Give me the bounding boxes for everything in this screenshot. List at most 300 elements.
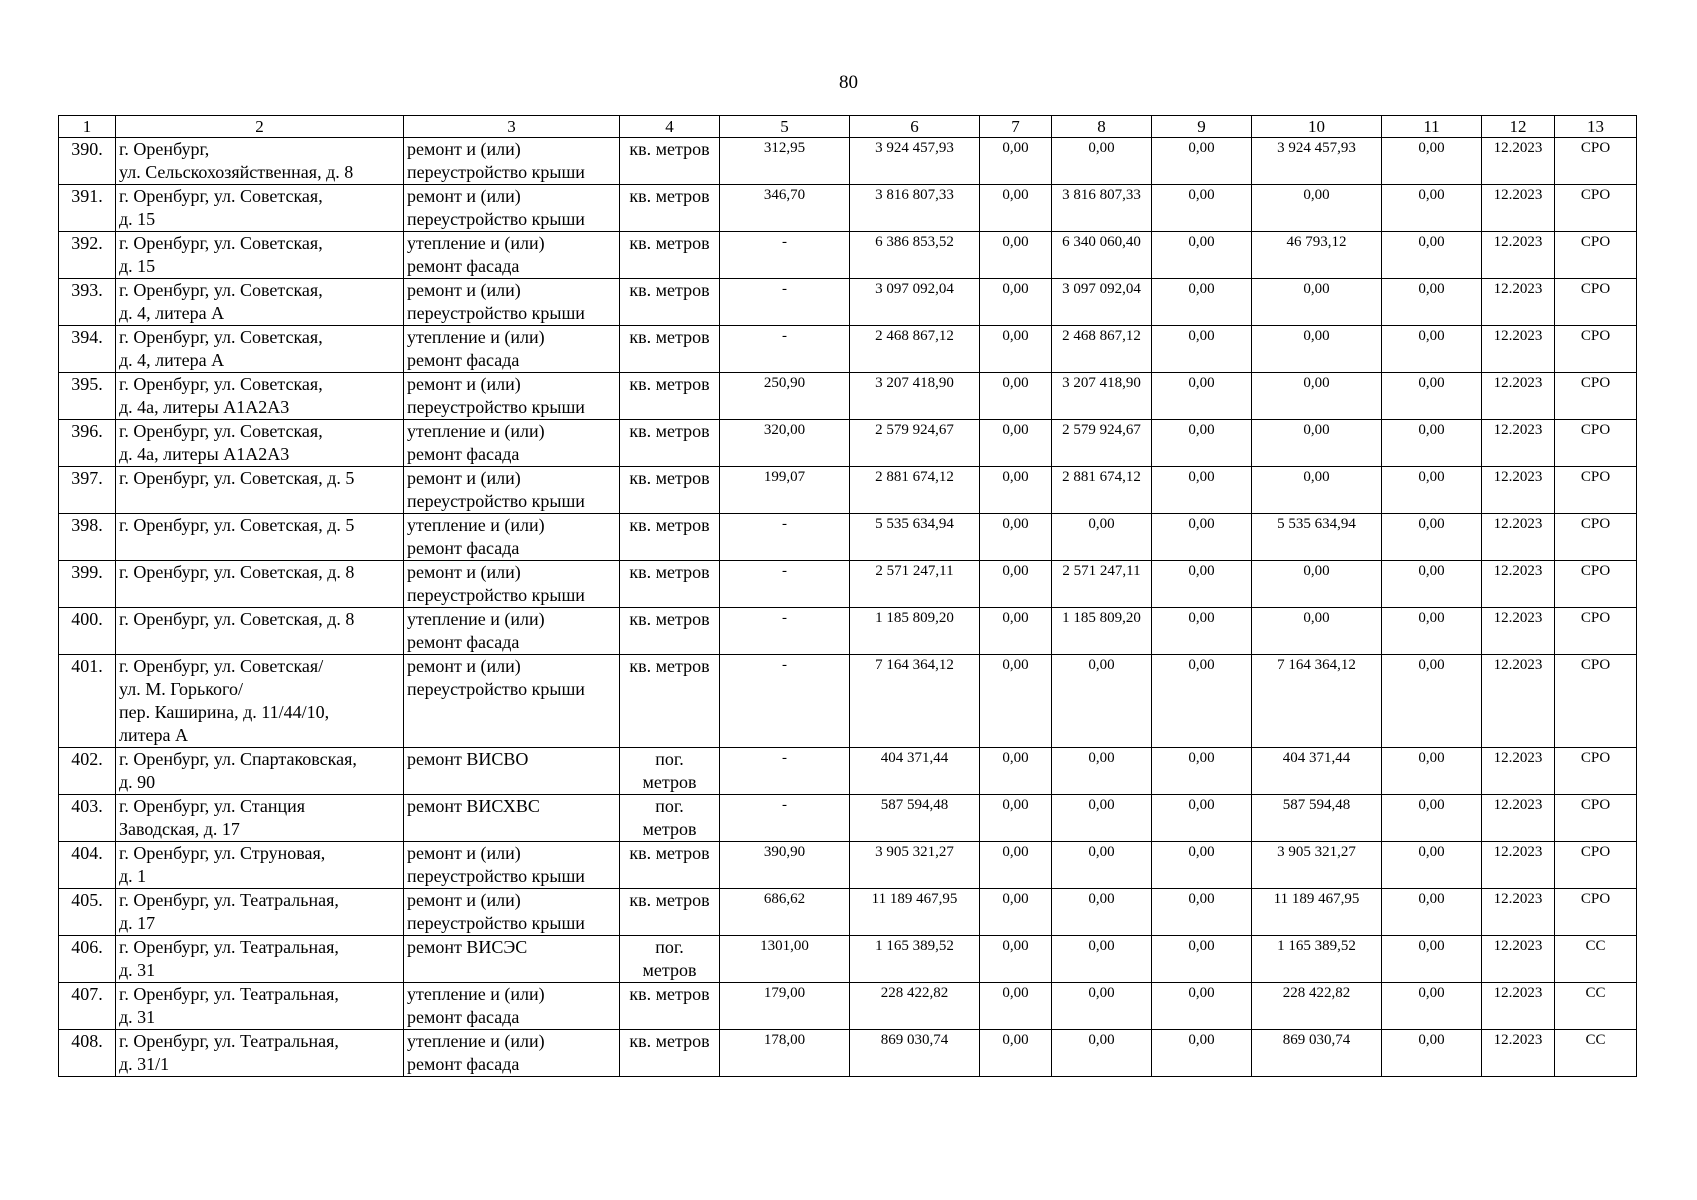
- table-row: [59, 279, 1637, 326]
- address-line: д. 90: [119, 772, 156, 792]
- value-cell-10: 7 164 364,12: [1252, 655, 1382, 748]
- address-line: д. 4а, литеры А1А2А3: [119, 397, 290, 417]
- value-cell-9: 0,00: [1152, 420, 1252, 467]
- table-row: [59, 185, 1637, 232]
- column-header: 12: [1482, 116, 1555, 138]
- value-cell-7: 0,00: [980, 936, 1052, 983]
- value-cell-8: 1 185 809,20: [1052, 608, 1152, 655]
- value-cell-10: 228 422,82: [1252, 983, 1382, 1030]
- column-header: 6: [850, 116, 980, 138]
- value-cell-13: СС: [1555, 936, 1637, 983]
- value-cell-12: 12.2023: [1482, 655, 1555, 748]
- address-line: ул. Сельскохозяйственная, д. 8: [119, 162, 354, 182]
- value-cell-7: 0,00: [980, 514, 1052, 561]
- address-line: ул. М. Горького/: [119, 679, 243, 699]
- value-cell-7: 0,00: [980, 795, 1052, 842]
- work-type-line: ремонт и (или): [407, 890, 521, 910]
- value-cell-7: 0,00: [980, 232, 1052, 279]
- value-cell-5: 390,90: [720, 842, 850, 889]
- value-cell-6: 1 165 389,52: [850, 936, 980, 983]
- value-cell-9: 0,00: [1152, 232, 1252, 279]
- address-line: г. Оренбург, ул. Советская, д. 8: [119, 562, 355, 582]
- work-type-cell: [404, 983, 620, 1030]
- row-number-cell: 407.: [59, 983, 116, 1030]
- value-cell-6: 228 422,82: [850, 983, 980, 1030]
- table-row: [59, 983, 1637, 1030]
- address-line: г. Оренбург, ул. Театральная,: [119, 937, 339, 957]
- unit-line: кв. метров: [629, 139, 710, 159]
- unit-line: метров: [642, 819, 697, 839]
- address-line: г. Оренбург,: [119, 139, 210, 159]
- value-cell-11: 0,00: [1382, 232, 1482, 279]
- column-header: 2: [116, 116, 404, 138]
- value-cell-13: СРО: [1555, 608, 1637, 655]
- table-row: [59, 326, 1637, 373]
- value-cell-11: 0,00: [1382, 373, 1482, 420]
- value-cell-6: 3 097 092,04: [850, 279, 980, 326]
- value-cell-12: 12.2023: [1482, 748, 1555, 795]
- value-cell-7: 0,00: [980, 1030, 1052, 1077]
- value-cell-6: 2 468 867,12: [850, 326, 980, 373]
- table-row: [59, 467, 1637, 514]
- row-number-cell: 408.: [59, 1030, 116, 1077]
- address-cell: [116, 655, 404, 748]
- value-cell-6: 7 164 364,12: [850, 655, 980, 748]
- work-type-line: переустройство крыши: [407, 162, 585, 182]
- address-cell: [116, 373, 404, 420]
- table-row: [59, 842, 1637, 889]
- work-type-cell: [404, 232, 620, 279]
- work-type-line: ремонт фасада: [407, 444, 520, 464]
- address-cell: [116, 983, 404, 1030]
- value-cell-5: -: [720, 795, 850, 842]
- row-number-cell: 397.: [59, 467, 116, 514]
- unit-line: кв. метров: [629, 1031, 710, 1051]
- unit-line: кв. метров: [629, 890, 710, 910]
- address-cell: [116, 1030, 404, 1077]
- row-number-cell: 395.: [59, 373, 116, 420]
- work-type-cell: [404, 889, 620, 936]
- value-cell-8: 3 207 418,90: [1052, 373, 1152, 420]
- unit-cell: [620, 561, 720, 608]
- work-type-cell: [404, 279, 620, 326]
- address-line: д. 17: [119, 913, 156, 933]
- value-cell-10: 5 535 634,94: [1252, 514, 1382, 561]
- work-type-line: ремонт ВИСХВС: [407, 796, 540, 816]
- unit-line: метров: [642, 960, 697, 980]
- value-cell-11: 0,00: [1382, 138, 1482, 185]
- value-cell-5: 250,90: [720, 373, 850, 420]
- value-cell-10: 3 905 321,27: [1252, 842, 1382, 889]
- value-cell-5: 346,70: [720, 185, 850, 232]
- value-cell-6: 587 594,48: [850, 795, 980, 842]
- value-cell-10: 11 189 467,95: [1252, 889, 1382, 936]
- value-cell-8: 0,00: [1052, 936, 1152, 983]
- value-cell-7: 0,00: [980, 373, 1052, 420]
- value-cell-11: 0,00: [1382, 514, 1482, 561]
- work-type-line: переустройство крыши: [407, 866, 585, 886]
- value-cell-8: 3 097 092,04: [1052, 279, 1152, 326]
- unit-cell: [620, 373, 720, 420]
- address-cell: [116, 842, 404, 889]
- address-line: г. Оренбург, ул. Театральная,: [119, 1031, 339, 1051]
- unit-cell: [620, 467, 720, 514]
- unit-line: кв. метров: [629, 468, 710, 488]
- value-cell-12: 12.2023: [1482, 514, 1555, 561]
- value-cell-12: 12.2023: [1482, 420, 1555, 467]
- address-line: г. Оренбург, ул. Советская,: [119, 374, 323, 394]
- value-cell-6: 2 881 674,12: [850, 467, 980, 514]
- address-line: г. Оренбург, ул. Струновая,: [119, 843, 326, 863]
- table-row: [59, 420, 1637, 467]
- value-cell-5: 312,95: [720, 138, 850, 185]
- value-cell-6: 2 571 247,11: [850, 561, 980, 608]
- row-number-cell: 392.: [59, 232, 116, 279]
- unit-cell: [620, 936, 720, 983]
- value-cell-8: 2 579 924,67: [1052, 420, 1152, 467]
- table-body: [59, 138, 1637, 1077]
- unit-cell: [620, 608, 720, 655]
- value-cell-7: 0,00: [980, 185, 1052, 232]
- row-number-cell: 406.: [59, 936, 116, 983]
- column-header: 7: [980, 116, 1052, 138]
- work-type-cell: [404, 1030, 620, 1077]
- value-cell-13: СРО: [1555, 232, 1637, 279]
- value-cell-10: 0,00: [1252, 326, 1382, 373]
- value-cell-11: 0,00: [1382, 936, 1482, 983]
- value-cell-12: 12.2023: [1482, 889, 1555, 936]
- work-type-line: переустройство крыши: [407, 303, 585, 323]
- address-cell: [116, 889, 404, 936]
- row-number-cell: 400.: [59, 608, 116, 655]
- address-line: д. 4, литера А: [119, 303, 225, 323]
- value-cell-11: 0,00: [1382, 842, 1482, 889]
- value-cell-7: 0,00: [980, 842, 1052, 889]
- value-cell-7: 0,00: [980, 279, 1052, 326]
- value-cell-7: 0,00: [980, 655, 1052, 748]
- value-cell-13: СРО: [1555, 279, 1637, 326]
- value-cell-13: СРО: [1555, 561, 1637, 608]
- work-type-cell: [404, 842, 620, 889]
- unit-line: кв. метров: [629, 327, 710, 347]
- work-type-line: ремонт и (или): [407, 139, 521, 159]
- unit-cell: [620, 279, 720, 326]
- value-cell-9: 0,00: [1152, 608, 1252, 655]
- value-cell-10: 0,00: [1252, 608, 1382, 655]
- work-type-cell: [404, 655, 620, 748]
- table-row: [59, 1030, 1637, 1077]
- address-line: г. Оренбург, ул. Советская,: [119, 327, 323, 347]
- value-cell-13: СРО: [1555, 655, 1637, 748]
- table-row: [59, 514, 1637, 561]
- work-type-line: ремонт фасада: [407, 632, 520, 652]
- row-number-cell: 404.: [59, 842, 116, 889]
- address-line: г. Оренбург, ул. Театральная,: [119, 890, 339, 910]
- value-cell-9: 0,00: [1152, 373, 1252, 420]
- table-row: [59, 138, 1637, 185]
- value-cell-5: 179,00: [720, 983, 850, 1030]
- unit-line: кв. метров: [629, 562, 710, 582]
- value-cell-13: СРО: [1555, 842, 1637, 889]
- value-cell-5: -: [720, 514, 850, 561]
- value-cell-10: 0,00: [1252, 420, 1382, 467]
- address-cell: [116, 748, 404, 795]
- work-type-line: утепление и (или): [407, 327, 545, 347]
- value-cell-10: 404 371,44: [1252, 748, 1382, 795]
- table-row: [59, 936, 1637, 983]
- value-cell-6: 5 535 634,94: [850, 514, 980, 561]
- value-cell-9: 0,00: [1152, 279, 1252, 326]
- table-row: [59, 561, 1637, 608]
- work-type-line: ремонт и (или): [407, 468, 521, 488]
- value-cell-7: 0,00: [980, 561, 1052, 608]
- work-type-line: утепление и (или): [407, 1031, 545, 1051]
- work-type-line: утепление и (или): [407, 984, 545, 1004]
- address-line: г. Оренбург, ул. Советская, д. 8: [119, 609, 355, 629]
- address-line: г. Оренбург, ул. Станция: [119, 796, 306, 816]
- value-cell-7: 0,00: [980, 983, 1052, 1030]
- column-numbers-row: [59, 116, 1637, 138]
- work-type-cell: [404, 138, 620, 185]
- work-type-cell: [404, 561, 620, 608]
- value-cell-6: 1 185 809,20: [850, 608, 980, 655]
- value-cell-12: 12.2023: [1482, 983, 1555, 1030]
- value-cell-10: 3 924 457,93: [1252, 138, 1382, 185]
- column-header: 8: [1052, 116, 1152, 138]
- work-type-cell: [404, 608, 620, 655]
- address-line: г. Оренбург, ул. Театральная,: [119, 984, 339, 1004]
- value-cell-6: 3 207 418,90: [850, 373, 980, 420]
- value-cell-8: 0,00: [1052, 748, 1152, 795]
- value-cell-12: 12.2023: [1482, 467, 1555, 514]
- address-line: г. Оренбург, ул. Советская/: [119, 656, 324, 676]
- address-line: г. Оренбург, ул. Советская, д. 5: [119, 468, 355, 488]
- value-cell-6: 2 579 924,67: [850, 420, 980, 467]
- value-cell-5: 320,00: [720, 420, 850, 467]
- value-cell-8: 2 881 674,12: [1052, 467, 1152, 514]
- work-type-line: переустройство крыши: [407, 585, 585, 605]
- page-number: 80: [839, 72, 858, 93]
- address-cell: [116, 561, 404, 608]
- value-cell-7: 0,00: [980, 608, 1052, 655]
- address-cell: [116, 514, 404, 561]
- address-line: д. 4, литера А: [119, 350, 225, 370]
- value-cell-10: 46 793,12: [1252, 232, 1382, 279]
- row-number-cell: 390.: [59, 138, 116, 185]
- value-cell-12: 12.2023: [1482, 1030, 1555, 1077]
- address-line: литера А: [119, 725, 188, 745]
- row-number-cell: 399.: [59, 561, 116, 608]
- table-row: [59, 655, 1637, 748]
- row-number-cell: 393.: [59, 279, 116, 326]
- value-cell-13: СРО: [1555, 795, 1637, 842]
- column-header: 10: [1252, 116, 1382, 138]
- work-type-line: ремонт фасада: [407, 1054, 520, 1074]
- row-number-cell: 396.: [59, 420, 116, 467]
- value-cell-10: 0,00: [1252, 561, 1382, 608]
- value-cell-12: 12.2023: [1482, 326, 1555, 373]
- value-cell-5: 199,07: [720, 467, 850, 514]
- value-cell-6: 3 924 457,93: [850, 138, 980, 185]
- work-type-line: ремонт и (или): [407, 374, 521, 394]
- work-type-cell: [404, 936, 620, 983]
- address-line: г. Оренбург, ул. Советская,: [119, 186, 323, 206]
- value-cell-12: 12.2023: [1482, 842, 1555, 889]
- value-cell-8: 0,00: [1052, 795, 1152, 842]
- value-cell-9: 0,00: [1152, 889, 1252, 936]
- value-cell-13: СРО: [1555, 373, 1637, 420]
- work-type-cell: [404, 467, 620, 514]
- address-line: д. 4а, литеры А1А2А3: [119, 444, 290, 464]
- value-cell-10: 0,00: [1252, 467, 1382, 514]
- work-type-line: ремонт фасада: [407, 256, 520, 276]
- value-cell-11: 0,00: [1382, 608, 1482, 655]
- value-cell-12: 12.2023: [1482, 561, 1555, 608]
- address-cell: [116, 326, 404, 373]
- table-row: [59, 889, 1637, 936]
- work-type-line: переустройство крыши: [407, 491, 585, 511]
- value-cell-8: 0,00: [1052, 655, 1152, 748]
- work-type-line: утепление и (или): [407, 421, 545, 441]
- value-cell-8: 0,00: [1052, 983, 1152, 1030]
- value-cell-8: 0,00: [1052, 842, 1152, 889]
- value-cell-6: 6 386 853,52: [850, 232, 980, 279]
- work-type-cell: [404, 373, 620, 420]
- work-type-line: ремонт и (или): [407, 843, 521, 863]
- value-cell-11: 0,00: [1382, 326, 1482, 373]
- address-line: г. Оренбург, ул. Советская,: [119, 280, 323, 300]
- unit-cell: [620, 795, 720, 842]
- address-line: г. Оренбург, ул. Советская, д. 5: [119, 515, 355, 535]
- unit-line: пог.: [655, 796, 684, 816]
- address-cell: [116, 138, 404, 185]
- column-header: 13: [1555, 116, 1637, 138]
- row-number-cell: 403.: [59, 795, 116, 842]
- value-cell-7: 0,00: [980, 326, 1052, 373]
- address-line: пер. Каширина, д. 11/44/10,: [119, 702, 330, 722]
- value-cell-5: -: [720, 279, 850, 326]
- table-row: [59, 232, 1637, 279]
- column-header: 11: [1382, 116, 1482, 138]
- value-cell-5: 178,00: [720, 1030, 850, 1077]
- value-cell-7: 0,00: [980, 889, 1052, 936]
- work-type-cell: [404, 185, 620, 232]
- unit-cell: [620, 889, 720, 936]
- work-type-line: ремонт фасада: [407, 1007, 520, 1027]
- unit-cell: [620, 748, 720, 795]
- column-header: 1: [59, 116, 116, 138]
- value-cell-5: -: [720, 561, 850, 608]
- value-cell-11: 0,00: [1382, 561, 1482, 608]
- address-line: д. 15: [119, 209, 156, 229]
- work-type-line: утепление и (или): [407, 515, 545, 535]
- value-cell-9: 0,00: [1152, 842, 1252, 889]
- value-cell-12: 12.2023: [1482, 936, 1555, 983]
- table-row: [59, 748, 1637, 795]
- unit-line: кв. метров: [629, 609, 710, 629]
- value-cell-5: -: [720, 608, 850, 655]
- value-cell-12: 12.2023: [1482, 138, 1555, 185]
- value-cell-9: 0,00: [1152, 326, 1252, 373]
- address-line: г. Оренбург, ул. Советская,: [119, 421, 323, 441]
- value-cell-12: 12.2023: [1482, 279, 1555, 326]
- value-cell-9: 0,00: [1152, 138, 1252, 185]
- value-cell-11: 0,00: [1382, 279, 1482, 326]
- value-cell-11: 0,00: [1382, 420, 1482, 467]
- value-cell-5: -: [720, 326, 850, 373]
- value-cell-11: 0,00: [1382, 983, 1482, 1030]
- value-cell-13: СРО: [1555, 138, 1637, 185]
- value-cell-7: 0,00: [980, 420, 1052, 467]
- address-cell: [116, 185, 404, 232]
- value-cell-5: -: [720, 232, 850, 279]
- value-cell-7: 0,00: [980, 138, 1052, 185]
- value-cell-10: 1 165 389,52: [1252, 936, 1382, 983]
- value-cell-8: 0,00: [1052, 1030, 1152, 1077]
- value-cell-10: 0,00: [1252, 185, 1382, 232]
- value-cell-7: 0,00: [980, 467, 1052, 514]
- unit-line: кв. метров: [629, 186, 710, 206]
- value-cell-11: 0,00: [1382, 1030, 1482, 1077]
- value-cell-9: 0,00: [1152, 748, 1252, 795]
- value-cell-9: 0,00: [1152, 561, 1252, 608]
- work-type-line: ремонт ВИСВО: [407, 749, 529, 769]
- work-type-line: переустройство крыши: [407, 913, 585, 933]
- value-cell-11: 0,00: [1382, 795, 1482, 842]
- value-cell-11: 0,00: [1382, 185, 1482, 232]
- value-cell-8: 2 571 247,11: [1052, 561, 1152, 608]
- value-cell-13: СРО: [1555, 326, 1637, 373]
- repair-plan-table: [58, 115, 1637, 1077]
- value-cell-6: 11 189 467,95: [850, 889, 980, 936]
- work-type-line: переустройство крыши: [407, 679, 585, 699]
- value-cell-9: 0,00: [1152, 795, 1252, 842]
- work-type-line: ремонт и (или): [407, 280, 521, 300]
- address-line: д. 31: [119, 960, 156, 980]
- value-cell-13: СРО: [1555, 420, 1637, 467]
- unit-line: метров: [642, 772, 697, 792]
- unit-line: кв. метров: [629, 280, 710, 300]
- unit-cell: [620, 138, 720, 185]
- address-cell: [116, 467, 404, 514]
- value-cell-5: -: [720, 748, 850, 795]
- value-cell-6: 869 030,74: [850, 1030, 980, 1077]
- value-cell-7: 0,00: [980, 748, 1052, 795]
- value-cell-9: 0,00: [1152, 655, 1252, 748]
- address-cell: [116, 420, 404, 467]
- value-cell-9: 0,00: [1152, 514, 1252, 561]
- value-cell-11: 0,00: [1382, 655, 1482, 748]
- address-line: д. 31/1: [119, 1054, 170, 1074]
- unit-cell: [620, 655, 720, 748]
- unit-line: кв. метров: [629, 515, 710, 535]
- value-cell-9: 0,00: [1152, 983, 1252, 1030]
- unit-cell: [620, 420, 720, 467]
- value-cell-11: 0,00: [1382, 748, 1482, 795]
- value-cell-10: 869 030,74: [1252, 1030, 1382, 1077]
- value-cell-6: 3 816 807,33: [850, 185, 980, 232]
- work-type-line: утепление и (или): [407, 609, 545, 629]
- address-cell: [116, 608, 404, 655]
- address-line: Заводская, д. 17: [119, 819, 240, 839]
- value-cell-12: 12.2023: [1482, 185, 1555, 232]
- table-row: [59, 373, 1637, 420]
- value-cell-9: 0,00: [1152, 1030, 1252, 1077]
- value-cell-8: 0,00: [1052, 889, 1152, 936]
- work-type-line: ремонт и (или): [407, 656, 521, 676]
- unit-line: кв. метров: [629, 374, 710, 394]
- value-cell-10: 0,00: [1252, 279, 1382, 326]
